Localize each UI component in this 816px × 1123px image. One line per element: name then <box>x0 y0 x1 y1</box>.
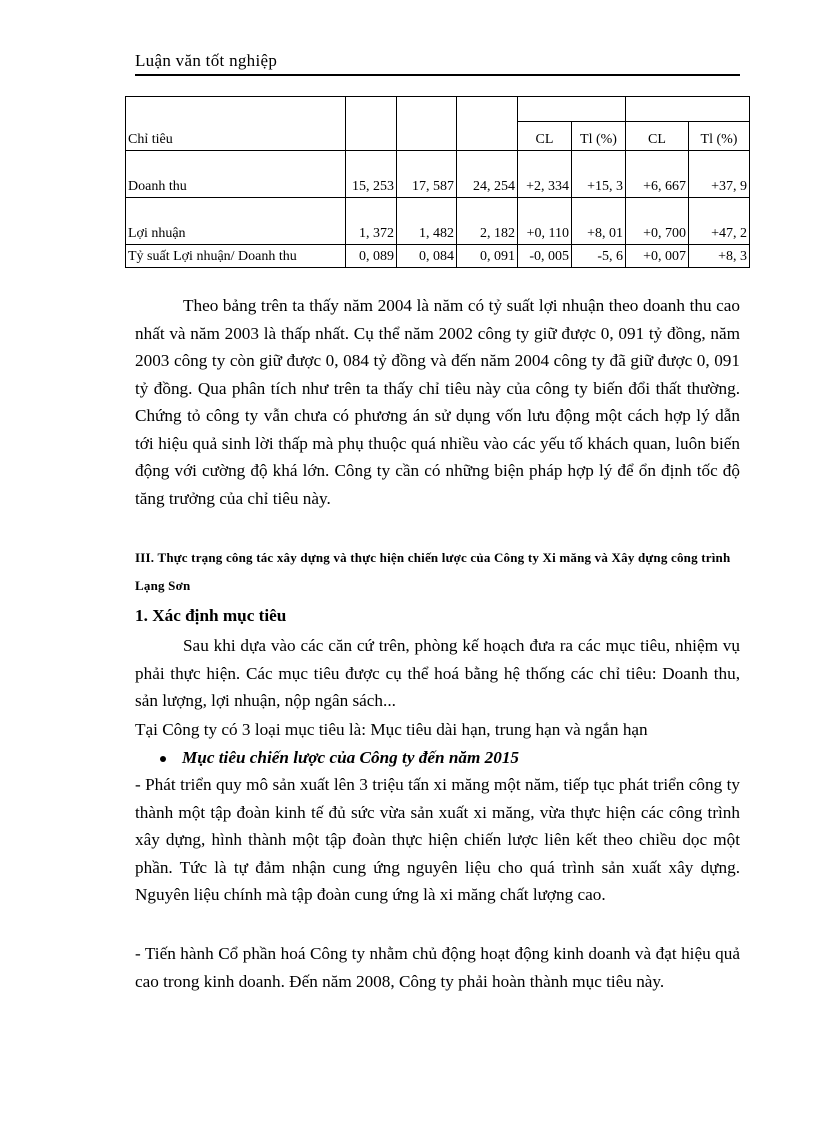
table-cell: 0, 084 <box>397 245 457 268</box>
table-cell: +47, 2 <box>689 198 750 245</box>
page-header <box>135 50 740 76</box>
bullet-text: Mục tiêu chiến lược của Công ty đến năm 2015 <box>182 748 520 767</box>
table-cell: +8, 01 <box>572 198 626 245</box>
objective-types-paragraph: Tại Công ty có 3 loại mục tiêu là: Mục tiêu dài hạn, trung hạn và ngắn hạn <box>135 720 648 739</box>
analysis-paragraph: Theo bảng trên ta thấy năm 2004 là năm có tỷ suất lợi nhuận theo doanh thu cao nhất và năm 2003 là thấp nhất. Cụ thể năm 2002 công ty giữ được 0, 091 tỷ đồng, năm 2003 công ty còn giữ được 0, 084 tỷ đồng và đến năm 2004 công ty đã giữ được 0, 091 tỷ đồng. Qua phân tích như trên ta thấy chỉ tiêu này của công ty biến đổi thất thường. Chứng tỏ công ty vẫn chưa có phương án sử dụng vốn lưu động một cách hợp lý dẫn tới hiệu quả sinh lời thấp mà phụ thuộc quá nhiều vào các yếu tố khách quan, luôn biến động với cường độ khá lớn. Công ty cần có những biện pháp hợp lý để ổn định tốc độ tăng trưởng của chỉ tiêu này. <box>135 296 740 508</box>
table-row <box>126 151 750 198</box>
table-header-label: Chỉ tiêu <box>126 97 346 151</box>
subsection-heading: 1. Xác định mục tiêu <box>135 606 287 625</box>
table-cell: 1, 372 <box>346 198 397 245</box>
table-cell: 0, 089 <box>346 245 397 268</box>
table-header-group <box>626 97 750 122</box>
table-subheader: Tl (%) <box>689 122 750 151</box>
strategy-paragraph-2: - Tiến hành Cổ phần hoá Công ty nhằm chủ động hoạt động kinh doanh và đạt hiệu quả cao trong kinh doanh. Đến năm 2008, Công ty phải hoàn thành mục tiêu này. <box>135 944 740 991</box>
table-cell: 2, 182 <box>457 198 518 245</box>
strategy-paragraph-1: - Phát triển quy mô sản xuất lên 3 triệu tấn xi măng một năm, tiếp tục phát triển công ty thành một tập đoàn kinh tế đủ sức vừa sản xuất xi măng, vừa thực hiện các công trình xây dựng, hình thành một tập đoàn thực hiện chiến lược liên kết theo chiều dọc một phần. Tức là tự đảm nhận cung ứng nguyên liệu cho quá trình sản xuất xây dựng. Nguyên liệu chính mà tập đoàn cung ứng là xi măng chất lượng cao. <box>135 775 740 904</box>
table-cell: +2, 334 <box>518 151 572 198</box>
table-cell: +8, 3 <box>689 245 750 268</box>
table-subheader: CL <box>518 122 572 151</box>
table-subheader: CL <box>626 122 689 151</box>
table-cell: 1, 482 <box>397 198 457 245</box>
row-label: Lợi nhuận <box>126 198 346 245</box>
row-label: Doanh thu <box>126 151 346 198</box>
table-cell: -0, 005 <box>518 245 572 268</box>
table-cell: +0, 007 <box>626 245 689 268</box>
table-cell: +6, 667 <box>626 151 689 198</box>
header-title: Luận văn tốt nghiệp <box>135 51 278 70</box>
table-header-cell <box>346 97 397 151</box>
section-heading: III. Thực trạng công tác xây dựng và thực hiện chiến lược của Công ty Xi măng và Xây dựng công trình Lạng Sơn <box>135 550 731 593</box>
table-cell: -5, 6 <box>572 245 626 268</box>
table-header-row-1 <box>126 97 750 122</box>
table-row <box>126 198 750 245</box>
table-header-group <box>518 97 626 122</box>
table-header-cell <box>457 97 518 151</box>
row-label: Tỷ suất Lợi nhuận/ Doanh thu <box>126 245 346 268</box>
table-header-cell <box>397 97 457 151</box>
table-cell: 24, 254 <box>457 151 518 198</box>
objectives-paragraph: Sau khi dựa vào các căn cứ trên, phòng kế hoạch đưa ra các mục tiêu, nhiệm vụ phải thực hiện. Các mục tiêu được cụ thể hoá bằng hệ thống các chỉ tiêu: Doanh thu, sản lượng, lợi nhuận, nộp ngân sách... <box>135 636 740 710</box>
table-subheader: Tl (%) <box>572 122 626 151</box>
table-cell: 0, 091 <box>457 245 518 268</box>
table-cell: 17, 587 <box>397 151 457 198</box>
bullet-icon <box>160 756 166 762</box>
table-cell: +0, 700 <box>626 198 689 245</box>
table-cell: +37, 9 <box>689 151 750 198</box>
table-cell: +15, 3 <box>572 151 626 198</box>
strategy-bullet <box>160 744 740 772</box>
table-cell: 15, 253 <box>346 151 397 198</box>
data-table <box>125 96 750 268</box>
table-cell: +0, 110 <box>518 198 572 245</box>
table-row <box>126 245 750 268</box>
